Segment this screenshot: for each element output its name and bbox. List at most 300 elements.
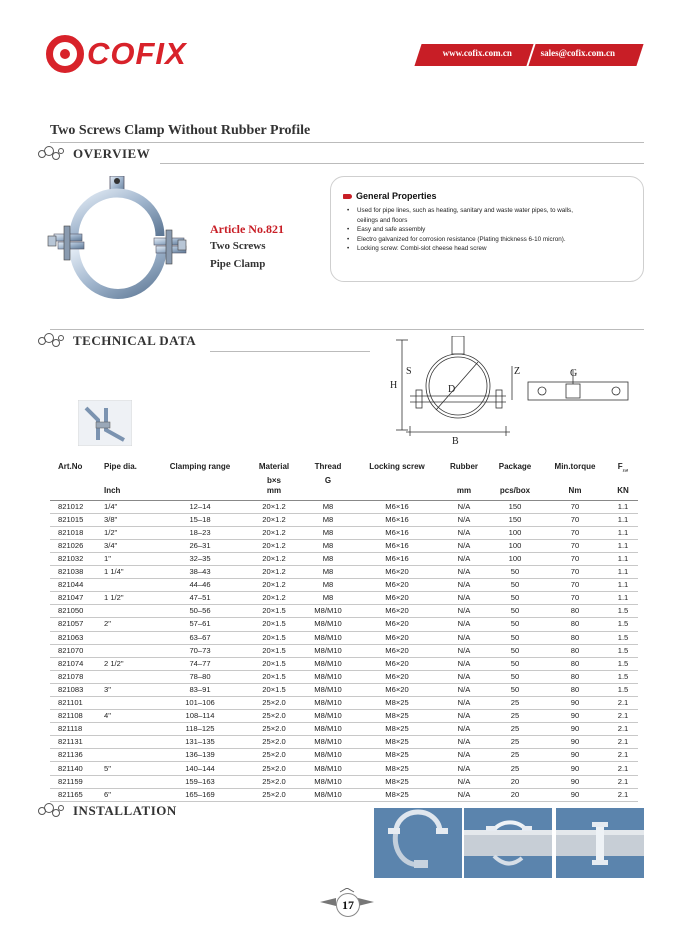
label-s: S [406,366,412,377]
cell-pipe-dia [100,723,154,736]
cell-material: 25×2.0 [246,775,302,788]
cell-min-torque: 90 [542,749,608,762]
unit-inch: Inch [104,485,121,495]
cell-clamping-range: 165–169 [154,788,246,801]
cell-rubber: N/A [440,762,488,775]
cell-min-torque: 80 [542,644,608,657]
cell-art-no: 821159 [50,775,100,788]
cell-rubber: N/A [440,775,488,788]
cell-thread: M8 [302,513,354,526]
cell-thread: M8 [302,566,354,579]
cell-rubber: N/A [440,788,488,801]
properties-list [343,206,633,254]
cell-pipe-dia [100,670,154,683]
cell-min-torque: 90 [542,723,608,736]
unit-rubber-mm: mm [456,485,472,495]
cell-min-torque: 90 [542,697,608,710]
cell-pipe-dia: 1/4" [100,500,154,513]
cell-f-zul: 2.1 [608,697,638,710]
cell-rubber: N/A [440,697,488,710]
table-row [50,592,638,605]
cell-f-zul: 1.1 [608,579,638,592]
installation-step-2-image [464,808,552,878]
cell-package: 50 [488,670,542,683]
cell-art-no: 821070 [50,644,100,657]
cell-thread: M8 [302,579,354,592]
cell-rubber: N/A [440,683,488,696]
cell-rubber: N/A [440,631,488,644]
cell-f-zul: 1.1 [608,526,638,539]
cell-f-zul: 2.1 [608,749,638,762]
cell-pipe-dia: 1" [100,552,154,565]
cell-locking-screw: M8×25 [354,762,440,775]
cell-min-torque: 90 [542,775,608,788]
cell-thread: M8 [302,500,354,513]
cell-art-no: 821165 [50,788,100,801]
cell-package: 25 [488,697,542,710]
pipe-clamp-image [44,176,204,316]
cell-clamping-range: 32–35 [154,552,246,565]
cell-clamping-range: 15–18 [154,513,246,526]
technical-top-divider [50,329,644,330]
col-material: Material [258,462,290,471]
cell-min-torque: 90 [542,788,608,801]
table-row [50,710,638,723]
cell-clamping-range: 50–56 [154,605,246,618]
material-subheader: b×s [266,475,281,485]
cell-package: 25 [488,749,542,762]
label-g: G [570,368,578,379]
technical-label: TECHNICAL DATA [73,333,197,348]
cell-clamping-range: 83–91 [154,683,246,696]
cell-clamping-range: 57–61 [154,618,246,631]
general-properties-heading: General Properties [356,191,437,201]
cell-pipe-dia: 3/8" [100,513,154,526]
cell-min-torque: 80 [542,631,608,644]
cell-clamping-range: 12–14 [154,500,246,513]
cell-thread: M8/M10 [302,749,354,762]
table-row [50,775,638,788]
col-locking-screw: Locking screw [369,462,425,471]
cell-art-no: 821038 [50,566,100,579]
cell-rubber: N/A [440,710,488,723]
cell-package: 50 [488,644,542,657]
cell-f-zul: 2.1 [608,710,638,723]
cell-package: 20 [488,788,542,801]
cell-material: 25×2.0 [246,736,302,749]
f-subscript: zul [622,467,629,473]
cell-art-no: 821050 [50,605,100,618]
cell-material: 20×1.2 [246,500,302,513]
cell-art-no: 821074 [50,657,100,670]
cell-rubber: N/A [440,592,488,605]
cell-package: 25 [488,710,542,723]
cell-f-zul: 1.1 [608,500,638,513]
table-row [50,644,638,657]
cell-clamping-range: 44–46 [154,579,246,592]
col-f-zul [608,462,638,476]
cell-min-torque: 80 [542,670,608,683]
cell-locking-screw: M6×20 [354,605,440,618]
cell-rubber: N/A [440,657,488,670]
cell-thread: M8/M10 [302,775,354,788]
cell-package: 50 [488,592,542,605]
cell-min-torque: 70 [542,579,608,592]
col-clamping-range: Clamping range [169,462,231,471]
cell-thread: M8/M10 [302,723,354,736]
cell-thread: M8/M10 [302,710,354,723]
page-number: 17 [336,893,360,917]
cell-f-zul: 2.1 [608,788,638,801]
cell-thread: M8/M10 [302,631,354,644]
cell-thread: M8/M10 [302,670,354,683]
cell-clamping-range: 131–135 [154,736,246,749]
cell-thread: M8/M10 [302,788,354,801]
table-row [50,513,638,526]
clamp-detail-image [78,400,132,446]
cell-thread: M8 [302,592,354,605]
title-divider [50,142,644,143]
cell-pipe-dia: 5" [100,762,154,775]
property-item-continuation: ceilings and floors [357,216,408,224]
unit-nm: Nm [568,485,582,495]
cell-package: 25 [488,736,542,749]
cell-pipe-dia [100,605,154,618]
cell-min-torque: 90 [542,762,608,775]
cell-material: 20×1.5 [246,670,302,683]
table-row [50,657,638,670]
cell-art-no: 821063 [50,631,100,644]
cell-material: 20×1.2 [246,539,302,552]
cell-material: 20×1.2 [246,552,302,565]
property-item: • Locking screw: Combi-slot cheese head screw [343,244,633,254]
cell-f-zul: 1.5 [608,670,638,683]
cell-locking-screw: M6×20 [354,579,440,592]
table-row [50,605,638,618]
cell-min-torque: 70 [542,500,608,513]
cell-thread: M8 [302,526,354,539]
cell-locking-screw: M6×20 [354,618,440,631]
cell-clamping-range: 101–106 [154,697,246,710]
header-row-1 [50,462,638,476]
cell-f-zul: 2.1 [608,723,638,736]
cell-package: 50 [488,579,542,592]
cell-art-no: 821131 [50,736,100,749]
cell-clamping-range: 78–80 [154,670,246,683]
cell-pipe-dia: 1 1/4" [100,566,154,579]
cell-material: 20×1.2 [246,566,302,579]
label-z: Z [514,366,521,377]
overview-heading [36,146,150,162]
article-number: Article No.821 [210,222,284,236]
cell-f-zul: 1.5 [608,605,638,618]
flag-icon [343,194,352,199]
cell-material: 25×2.0 [246,749,302,762]
f-symbol: F [617,462,623,471]
email-link[interactable]: sales@cofix.com.cn [540,48,616,58]
cell-thread: M8/M10 [302,736,354,749]
cell-art-no: 821018 [50,526,100,539]
cell-art-no: 821140 [50,762,100,775]
cell-art-no: 821083 [50,683,100,696]
col-thread: Thread [314,462,342,471]
cell-f-zul: 2.1 [608,775,638,788]
cell-min-torque: 80 [542,618,608,631]
table-row [50,618,638,631]
cell-locking-screw: M6×20 [354,631,440,644]
cell-art-no: 821108 [50,710,100,723]
article-line-2: Pipe Clamp [210,258,266,270]
cell-locking-screw: M6×20 [354,657,440,670]
cell-thread: M8/M10 [302,644,354,657]
label-b: B [452,436,459,446]
cell-rubber: N/A [440,539,488,552]
cell-locking-screw: M6×20 [354,670,440,683]
cell-art-no: 821012 [50,500,100,513]
table-row [50,723,638,736]
cell-locking-screw: M8×25 [354,723,440,736]
cell-pipe-dia: 4" [100,710,154,723]
table-row [50,500,638,513]
property-item: • Easy and safe assembly [343,225,633,235]
cell-clamping-range: 159–163 [154,775,246,788]
cell-pipe-dia: 3" [100,683,154,696]
cell-rubber: N/A [440,723,488,736]
table-row [50,566,638,579]
cell-rubber: N/A [440,579,488,592]
cell-pipe-dia: 6" [100,788,154,801]
cell-art-no: 821026 [50,539,100,552]
header-units-row [50,486,638,501]
cell-locking-screw: M6×16 [354,552,440,565]
cell-rubber: N/A [440,500,488,513]
dimension-drawing [388,336,643,446]
cell-f-zul: 1.1 [608,513,638,526]
cell-f-zul: 2.1 [608,762,638,775]
cell-locking-screw: M6×16 [354,526,440,539]
cell-locking-screw: M8×25 [354,788,440,801]
bubbles-icon [36,146,66,162]
cell-package: 100 [488,526,542,539]
cell-material: 20×1.5 [246,644,302,657]
cell-f-zul: 1.1 [608,552,638,565]
cell-pipe-dia [100,631,154,644]
col-min-torque: Min.torque [554,462,596,471]
cell-art-no: 821044 [50,579,100,592]
cell-material: 20×1.2 [246,579,302,592]
cell-pipe-dia [100,736,154,749]
cell-package: 150 [488,513,542,526]
col-rubber: Rubber [450,462,478,471]
cell-art-no: 821078 [50,670,100,683]
cofix-logo [46,34,187,74]
cell-min-torque: 70 [542,566,608,579]
table-row [50,552,638,565]
cell-package: 50 [488,618,542,631]
cell-pipe-dia [100,749,154,762]
cell-clamping-range: 136–139 [154,749,246,762]
contact-bar [414,44,643,66]
cell-art-no: 821118 [50,723,100,736]
cell-thread: M8/M10 [302,683,354,696]
table-row [50,631,638,644]
page-title: Two Screws Clamp Without Rubber Profile [50,123,311,138]
cell-rubber: N/A [440,670,488,683]
cell-rubber: N/A [440,566,488,579]
cell-package: 50 [488,657,542,670]
cell-clamping-range: 38–43 [154,566,246,579]
cell-pipe-dia: 2 1/2" [100,657,154,670]
cell-rubber: N/A [440,736,488,749]
cell-clamping-range: 47–51 [154,592,246,605]
general-properties-box [330,176,644,282]
unit-kn: KN [617,485,629,495]
cell-package: 50 [488,631,542,644]
cell-package: 150 [488,500,542,513]
table-row [50,526,638,539]
cell-clamping-range: 118–125 [154,723,246,736]
cell-locking-screw: M8×25 [354,749,440,762]
cell-locking-screw: M8×25 [354,697,440,710]
cell-material: 25×2.0 [246,788,302,801]
cell-f-zul: 1.1 [608,592,638,605]
col-art-no: Art.No [58,462,83,471]
cell-min-torque: 80 [542,683,608,696]
cell-material: 20×1.5 [246,605,302,618]
bubbles-icon [36,803,66,819]
header-row-2 [50,476,638,486]
cell-package: 50 [488,566,542,579]
installation-step-1-image [374,808,462,878]
cell-min-torque: 70 [542,552,608,565]
cell-pipe-dia [100,644,154,657]
table-body [50,500,638,801]
cell-pipe-dia: 2" [100,618,154,631]
unit-pcs-box: pcs/box [499,485,531,495]
cell-f-zul: 1.5 [608,683,638,696]
table-row [50,683,638,696]
cell-rubber: N/A [440,513,488,526]
cell-min-torque: 80 [542,605,608,618]
installation-heading [36,803,177,819]
cell-art-no: 821032 [50,552,100,565]
bubbles-icon [36,333,66,349]
cell-pipe-dia [100,697,154,710]
table-row [50,749,638,762]
cell-rubber: N/A [440,618,488,631]
property-item: • Used for pipe lines, such as heating, sanitary and waste water pipes, to walls, [343,206,633,216]
table-row [50,670,638,683]
cell-rubber: N/A [440,749,488,762]
col-package: Package [498,462,532,471]
article-line-1: Two Screws [210,240,266,252]
cell-f-zul: 1.1 [608,566,638,579]
label-d: D [448,384,456,395]
cell-pipe-dia: 3/4" [100,539,154,552]
overview-label: OVERVIEW [73,146,151,161]
thread-subheader: G [324,475,332,485]
cell-art-no: 821101 [50,697,100,710]
cell-locking-screw: M6×20 [354,683,440,696]
cell-thread: M8/M10 [302,618,354,631]
cell-locking-screw: M6×16 [354,500,440,513]
cell-min-torque: 90 [542,710,608,723]
cell-material: 20×1.2 [246,526,302,539]
cell-locking-screw: M8×25 [354,710,440,723]
cell-clamping-range: 74–77 [154,657,246,670]
cell-material: 25×2.0 [246,710,302,723]
cell-locking-screw: M8×25 [354,775,440,788]
cell-rubber: N/A [440,526,488,539]
cell-package: 50 [488,605,542,618]
cell-package: 25 [488,723,542,736]
property-item: • Electro galvanized for corrosion resistance (Plating thickness 6-10 micron). [343,235,633,245]
technical-heading [36,333,196,349]
cell-f-zul: 1.5 [608,657,638,670]
cell-clamping-range: 26–31 [154,539,246,552]
installation-label: INSTALLATION [73,803,177,818]
cell-locking-screw: M8×25 [354,736,440,749]
cell-clamping-range: 140–144 [154,762,246,775]
cell-pipe-dia: 1 1/2" [100,592,154,605]
cell-rubber: N/A [440,644,488,657]
cell-art-no: 821057 [50,618,100,631]
cell-min-torque: 80 [542,657,608,670]
label-h: H [390,380,398,391]
table-row [50,736,638,749]
contact-divider [526,44,535,66]
cell-rubber: N/A [440,552,488,565]
technical-data-table [50,462,638,802]
logo-mark-icon [46,35,84,73]
cell-min-torque: 90 [542,736,608,749]
cell-pipe-dia: 1/2" [100,526,154,539]
cell-package: 20 [488,775,542,788]
cell-locking-screw: M6×20 [354,644,440,657]
cell-f-zul: 2.1 [608,736,638,749]
cell-thread: M8/M10 [302,697,354,710]
cell-f-zul: 1.5 [608,618,638,631]
cell-package: 100 [488,552,542,565]
general-properties-title [343,191,633,201]
website-link[interactable]: www.cofix.com.cn [442,48,512,58]
cell-clamping-range: 108–114 [154,710,246,723]
table-row [50,579,638,592]
cell-package: 100 [488,539,542,552]
table-row [50,539,638,552]
cell-thread: M8/M10 [302,657,354,670]
cell-material: 25×2.0 [246,697,302,710]
cell-material: 20×1.2 [246,592,302,605]
cell-material: 25×2.0 [246,723,302,736]
cell-clamping-range: 70–73 [154,644,246,657]
cell-min-torque: 70 [542,526,608,539]
cell-locking-screw: M6×16 [354,513,440,526]
cell-thread: M8 [302,552,354,565]
cell-material: 20×1.5 [246,657,302,670]
overview-divider [160,163,644,164]
cell-thread: M8/M10 [302,762,354,775]
cell-thread: M8 [302,539,354,552]
cell-art-no: 821136 [50,749,100,762]
cell-f-zul: 1.5 [608,631,638,644]
cell-art-no: 821047 [50,592,100,605]
table-row [50,697,638,710]
cell-locking-screw: M6×20 [354,566,440,579]
cell-clamping-range: 63–67 [154,631,246,644]
cell-pipe-dia [100,579,154,592]
cell-f-zul: 1.1 [608,539,638,552]
